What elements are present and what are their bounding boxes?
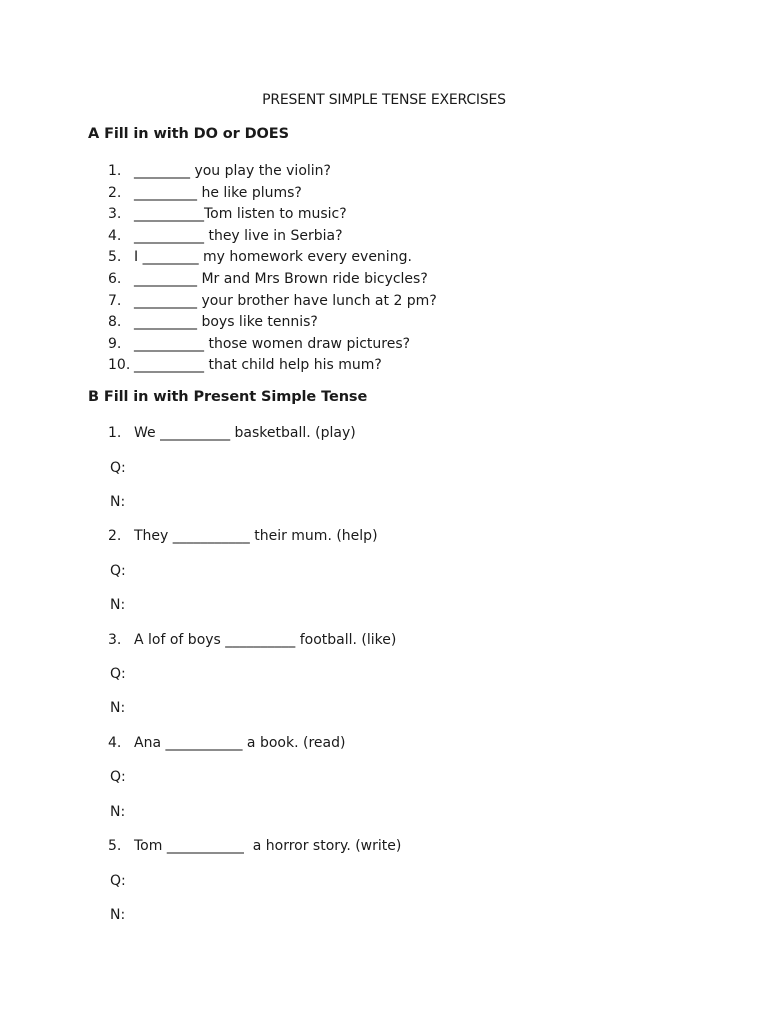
item-text: We __________ basketball. (play) [134, 425, 356, 441]
item-text: __________Tom listen to music? [134, 206, 347, 223]
item-number: 10. [108, 357, 131, 374]
exercise-sentence [108, 631, 396, 649]
list-item [108, 269, 437, 291]
item-text: I ________ my homework every evening. [134, 249, 412, 266]
list-item [108, 355, 437, 377]
list-item [108, 247, 437, 269]
list-item [108, 312, 437, 334]
item-text: __________ those women draw pictures? [134, 335, 411, 352]
item-text: _________ your brother have lunch at 2 pm? [134, 292, 437, 309]
item-number: 3. [108, 206, 122, 223]
item-number: 9. [108, 335, 122, 352]
exercise-sentence [108, 424, 356, 442]
item-number: 1. [108, 425, 122, 441]
item-text: They ___________ their mum. (help) [134, 528, 378, 544]
item-number: 3. [108, 632, 122, 648]
negative-label: N: [110, 804, 126, 820]
negative-label: N: [110, 907, 126, 923]
item-text: _________ boys like tennis? [134, 314, 318, 331]
negative-label: N: [110, 597, 126, 613]
item-number: 5. [108, 838, 122, 854]
item-text: __________ they live in Serbia? [134, 227, 343, 244]
item-number: 2. [108, 528, 122, 544]
list-item [108, 226, 437, 248]
exercise-sentence [108, 527, 378, 545]
list-item [108, 291, 437, 313]
item-number: 4. [108, 227, 122, 244]
item-text: __________ that child help his mum? [134, 357, 382, 374]
negative-label: N: [110, 494, 126, 510]
item-number: 2. [108, 184, 122, 201]
question-label: Q: [110, 873, 126, 889]
exercise-sentence [108, 837, 401, 855]
list-item [108, 334, 437, 356]
item-number: 4. [108, 735, 122, 751]
question-label: Q: [110, 563, 126, 579]
item-text: _________ Mr and Mrs Brown ride bicycles? [134, 270, 428, 287]
question-label: Q: [110, 460, 126, 476]
item-text: Ana ___________ a book. (read) [134, 735, 346, 751]
list-item [108, 161, 437, 183]
list-item [108, 204, 437, 226]
item-text: _________ he like plums? [134, 184, 302, 201]
item-number: 6. [108, 270, 122, 287]
item-number: 8. [108, 314, 122, 331]
item-number: 1. [108, 163, 122, 179]
item-text: ________ you play the violin? [134, 163, 331, 179]
negative-label: N: [110, 700, 126, 716]
item-text: A lof of boys __________ football. (like) [134, 632, 397, 648]
item-number: 7. [108, 292, 122, 309]
section-a-heading: A Fill in with DO or DOES [88, 126, 289, 142]
item-number: 5. [108, 249, 122, 266]
item-text: Tom ___________ a horror story. (write) [134, 838, 402, 854]
page-title: PRESENT SIMPLE TENSE EXERCISES [262, 92, 506, 108]
question-label: Q: [110, 666, 126, 682]
section-a-list [108, 161, 437, 377]
question-label: Q: [110, 769, 126, 785]
exercise-sentence [108, 734, 345, 752]
section-b-heading: B Fill in with Present Simple Tense [88, 389, 368, 405]
list-item [108, 183, 437, 205]
